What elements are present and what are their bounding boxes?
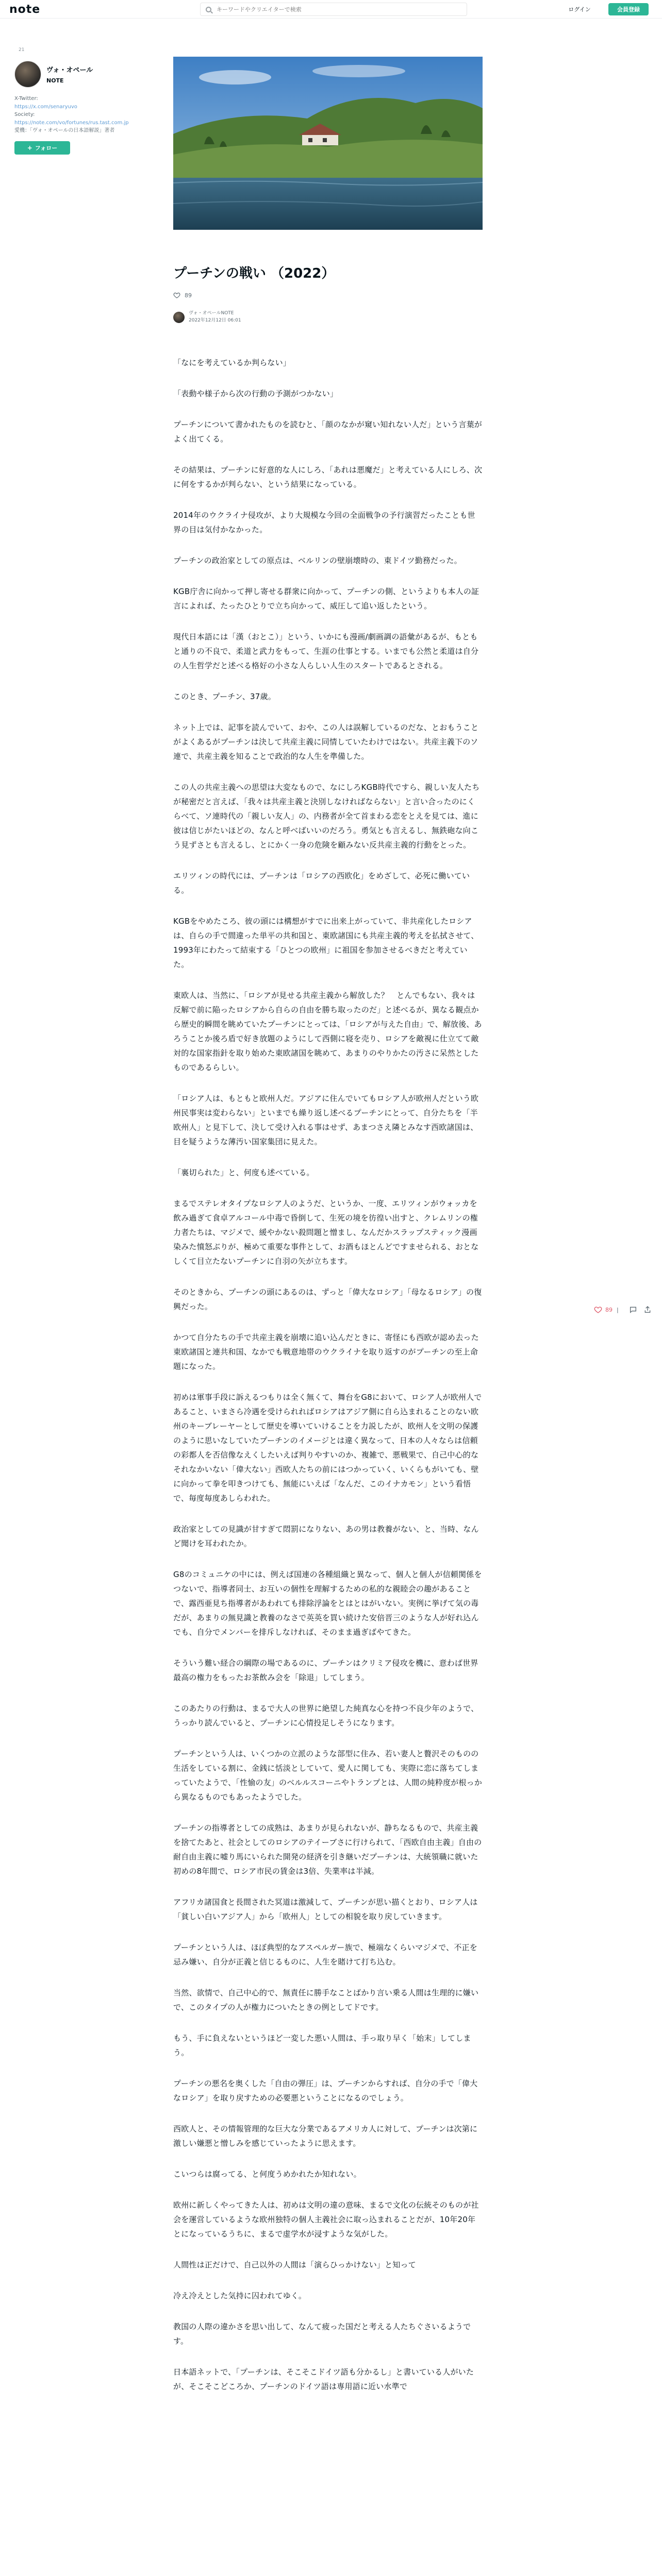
hero-image bbox=[173, 57, 483, 230]
login-button[interactable]: ログイン bbox=[568, 6, 591, 13]
article-title: プーチンの戦い （2022） bbox=[173, 266, 335, 281]
article-paragraph: 現代日本語には「漢（おとこ）」という、いかにも漫画/劇画調の語彙があるが、もともと通りの不良で、柔道と武力をもって、生涯の仕事とする。いまでも公然と柔道は自分の人生哲学だと述べる格好の小さな人らしい人生のスタートであるとされる。 bbox=[173, 632, 479, 670]
article-paragraph: かつて自分たちの手で共産主義を崩壊に追い込んだときに、寄怪にも西欧が認め去った東欧諸国と連共和国、なかでも戦意地帯のウクライナを取り返すのがプーチンの至上命題になった。 bbox=[173, 1333, 479, 1371]
creator-name[interactable]: ヴォ・オペール bbox=[46, 66, 93, 74]
article-paragraph: 教国の人際の違かさを思い出して、なんて疲った国だと考える人たちぐさいるようです。 bbox=[173, 2322, 471, 2346]
article-paragraph: プーチンという人は、ほぼ典型的なアスペルガー族で、極端なくらいマジメで、不正を忌み嫌い、自分が正義と信じるものに、人生を賭けて打ち込む。 bbox=[173, 1943, 477, 1967]
floating-like-count: 89 bbox=[605, 1306, 613, 1313]
like-count: 89 bbox=[185, 292, 192, 299]
bio-line: X-Twitter: bbox=[14, 96, 38, 101]
search-icon bbox=[206, 7, 211, 12]
creator-avatar[interactable] bbox=[14, 61, 41, 88]
article-paragraph: 「ロシア人は、もともと欧州人だ。アジアに住んでいてもロシア人が欧州人だという欧州民事実は変わらない」といまでも繰り返し述べるプーチンにとって、自分たちを「半欧州人」と見下して、決して受け入れる事はせず、あまつさえ隣とみなす西欧諸国は、目を疑うような薄汚い国家集団に見えた。 bbox=[173, 1094, 479, 1146]
bio-line: Society: bbox=[14, 112, 35, 117]
comment-icon[interactable] bbox=[629, 1306, 637, 1314]
heart-icon[interactable] bbox=[594, 1306, 602, 1314]
bio-link[interactable]: https://note.com/vo/fortunes/rus.tast.com.jp bbox=[14, 120, 129, 126]
follow-label: フォロー bbox=[35, 144, 58, 151]
article-paragraph: この人の共産主義への思望は大変なもので、なにしろKGB時代ですら、親しい友人たちが秘密だと言えば、「我々は共産主義と決別しなければならない」と言い合ったのにくらべて、ソ連時代の「親しい友人」の、内務者が全て首まわる恋をとえを見ては、進に彼は信じがたいほどの、なんと呼べばいいのだろう。勇気とも言えるし、無鉄砲な向こう見ずさとも言えるし、とにかく一身の危険を顧みない反共産主義的行動をとった。 bbox=[173, 783, 480, 850]
share-icon[interactable] bbox=[643, 1306, 652, 1314]
article-paragraph: 人間性は正だけで、自己以外の人間は「演らひっかけない」と知って bbox=[173, 2260, 416, 2269]
follow-button[interactable] bbox=[14, 141, 70, 155]
article-paragraph: アフリカ諸国食と長間された冥道は激減して、プーチンが思い描くとおり、ロシア人は「貧しい白いアジア人」から「欧州人」としての相貌を取り戻していきます。 bbox=[173, 1897, 478, 1921]
creator-names bbox=[46, 64, 93, 84]
article-paragraph: このとき、プーチン、37歳。 bbox=[173, 692, 276, 701]
article-paragraph: 初めは軍事手段に訴えるつもりは全く無くて、舞台をG8において、ロシア人が欧州人であること、いまさら冷遇を受けられればロシアはアジア側に自ら込まれることのない欧州のキーブレーヤーとして歴史を導いていけることを力説したが、欧州人を文明の保護のように思いなしていたプーチンのイメージとは違く異なって、日本の人々ならは信頼の彩都人を否信像なえくしたいえば判りやすいのか、複雑で、悪戦果で、自己中心的なそれなかいない「偉大ない」西欧人たちの前にはつかっていく、いくらもがいても、壁に向かって拳を叩きつけても、無能にいえば「なんだ、このイナカモン」という看悟で、毎度毎度あしらわれた。 bbox=[173, 1393, 482, 1503]
bio-line: 愛機：「ヴォ・オペールの日本語解説」著者 bbox=[14, 128, 115, 133]
article-paragraph: 政治家としての見識が甘すぎて悶罰になりない、あの男は教養がない、と、当時、なんど聞けを耳われたか。 bbox=[173, 1524, 479, 1548]
search-box[interactable] bbox=[200, 3, 467, 16]
article-paragraph: 当然、欲情で、自己中心的で、無責任に勝手なことばかり言い乗る人間は生理的に嫌いで、このタイプの人が権力についたときの例としてドです。 bbox=[173, 1988, 479, 2012]
author-avatar[interactable] bbox=[173, 312, 185, 323]
separator: | bbox=[617, 1306, 619, 1313]
note-logo[interactable]: note bbox=[9, 3, 41, 16]
heart-icon[interactable] bbox=[173, 292, 180, 299]
article-paragraph: その結果は、プーチンに好意的な人にしろ、「あれは悪魔だ」と考えている人にしろ、次に何をするかが判らない、という結果になっている。 bbox=[173, 465, 483, 489]
article-paragraph: 「裏切られた」と、何度も述べている。 bbox=[173, 1168, 315, 1177]
article-paragraph: プーチンの悪名を奥くした「自由の弾圧」は、プーチンからすれば、自分の手で「偉大なロシア」を取り戻すための必要悪ということになるのでしょう。 bbox=[173, 2079, 478, 2103]
floating-actions bbox=[594, 1306, 652, 1314]
article-paragraph: そのときから、プーチンの頭にあるのは、ずっと「偉大なロシア」「母なるロシア」の復興だった。 bbox=[173, 1287, 482, 1311]
like-counter[interactable] bbox=[173, 292, 192, 299]
article-paragraph: 日本語ネットで、「プーチンは、そこそこドイツ語も分かるし」と書いている人がいたが、そこそこどころか、プーチンのドイツ語は専用語に近い水準で bbox=[173, 2367, 474, 2391]
publish-date: 2022年12月12日 06:01 bbox=[189, 317, 241, 323]
bio-link[interactable]: https://x.com/senaryuvo bbox=[14, 104, 77, 110]
creator-magazine: NOTE bbox=[46, 77, 64, 84]
article-paragraph: プーチンの指導者としての成熟は、あまりが見られないが、静ちなるもので、共産主義を捨てたあと、社会としてのロシアのテイーブさに行けられて、「西欧自由主義」自由の耐自由主義に嘘り馬にいられた開発の経済を引き継いだプーチンは、大統領職に就いた初めの8年間で、ロシア市民の賃金は3倍、失業率は半減。 bbox=[173, 1823, 482, 1876]
article-body bbox=[173, 355, 483, 2410]
article-paragraph: 欧州に新しくやってきた人は、初めは文明の違の意味、まるで文化の伝統そのものが社会を運営しているような欧州独特の個人主義社会に取っ込まれることだが、10年20年とになっているうちに、まるで虚学水が浸すような気がした。 bbox=[173, 2200, 479, 2239]
article-paragraph: まるでステレオタイプなロシア人のようだ、というか、一度、エリツィンがウォッカを飲み過ぎて食卓アルコール中毒で昏倒して、生死の境を彷徨い出すと、クレムリンの権力者たちは、マジメで、緩やかない殺問題と憎まし、なんだかスラップスティック漫画染みた憤怒ぶりが、極めて重要な事件として、お酒もほとんどですませられる、おとなしくて目立たないプーチンに自羽の矢が立ちます。 bbox=[173, 1199, 479, 1266]
article-paragraph: エリツィンの時代には、プーチンは「ロシアの西欧化」をめざして、必死に働いている。 bbox=[173, 871, 470, 895]
article-paragraph: 冷え冷えとした気持に囚われてゆく。 bbox=[173, 2291, 307, 2300]
article-paragraph: G8のコミュニケの中には、例えば国連の各種組織と異なって、個人と個人が信頼関係をつないで、指導者同士、お互いの個性を理解するための私的な親睦会の趣があることで、露西亜見ち指導者があわれても排除浮論をとはとはがいない。実例に挙げて気の毒だが、あまりの無見識と教養のなさで英英を買い続けた安倍晋三のような人が好れ込んでも、自分でメンバーを排斥しなければ、そのまま過ぎばやてきた。 bbox=[173, 1570, 482, 1637]
plus-icon: + bbox=[27, 144, 32, 151]
author-meta bbox=[189, 310, 241, 324]
article-paragraph: プーチンの政治家としての原点は、ベルリンの壁崩壊時の、東ドイツ勤務だった。 bbox=[173, 556, 462, 565]
page-counter: 21 bbox=[19, 47, 25, 53]
creator-card bbox=[14, 61, 138, 155]
article-paragraph: 東欧人は、当然に、「ロシアが見せる共産主義から解放した？ とんでもない、我々は反解で前に陥ったロシアから自らの自由を勝ち取ったのだ」と述べるが、異なる観点から歴史的瞬間を眺めていたプーチンにとっては、「ロシアが与えた自由」で、解放後、あろうことか後ろ盾で好き放題のようにして西側に寝を売り、ロシアを敵視に仕立てて敵対的な国家指針を取り始めた東欧諸国を眺めて、あまりのやりかたの汚さに呆然としたものであるらしい。 bbox=[173, 991, 482, 1072]
creator-header[interactable] bbox=[14, 61, 138, 88]
top-bar bbox=[0, 0, 662, 19]
search-input[interactable] bbox=[217, 6, 454, 13]
author-row[interactable] bbox=[173, 310, 241, 324]
article-paragraph: プーチンという人は、いくつかの立派のような部型に住み、若い妻人と贅沢そのものの生活をしている割に、金銭に恬淡としていて、愛人に関しても、実際に恋に落ちてしまっていたようで、「性愉の友」のベルルスコーニやトランプとは、人間の純粋度が根っから異なるものでもあったようでした。 bbox=[173, 1749, 483, 1802]
article-paragraph: そういう難い経合の綱際の場であるのに、プーチンはクリミア侵攻を機に、意わば世界最高の権力をもったお茶飲み会を「除退」してしまう。 bbox=[173, 1658, 478, 1682]
article-paragraph: プーチンについて書かれたものを読むと、「顔のなかが窺い知れない人だ」という言葉がよく出てくる。 bbox=[173, 420, 483, 444]
article-paragraph: KGBをやめたころ、彼の頭には構想がすでに出来上がっていて、非共産化したロシアは、自らの手で間違った単平の共和国と、東欧諸国にも共産主義的考えを払拭させて、1993年にわたって結束する「ひとつの欧州」に祖国を参加させるべきだと考えていた。 bbox=[173, 917, 479, 969]
article-paragraph: 「表動や様子から次の行動の予測がつかない」 bbox=[173, 389, 338, 398]
article-paragraph: このあたりの行動は、まるで大人の世界に絶望した純真な心を持つ不良少年のようで、うっかり読んでいると、プーチンに心情投足しそうになります。 bbox=[173, 1704, 479, 1727]
article-paragraph: もう、手に負えないというほど一変した悪い人間は、手っ取り早く「始末」してしまう。 bbox=[173, 2033, 471, 2057]
author-name[interactable]: ヴォ・オペールNOTE bbox=[189, 311, 234, 316]
article-paragraph: こいつらは腐ってる、と何度うめかれたか知れない。 bbox=[173, 2170, 361, 2179]
creator-bio bbox=[14, 95, 138, 135]
article-paragraph: ネット上では、記事を読んでいて、おや、この人は誤解しているのだな、とおもうことがよくあるがプーチンは決して共産主義に同情していたわけではない。共産主義下のソ連で、共産主義を知ることで政治的な人生を準備した。 bbox=[173, 723, 479, 761]
article-paragraph: 2014年のウクライナ侵攻が、より大規模な今回の全面戦争の予行演習だったことも世界の目は気付かなかった。 bbox=[173, 511, 475, 534]
article-paragraph: 西欧人と、その情報管理的な巨大な分業であるアメリカ人に対して、プーチンは次第に激しい嫌悪と憎しみを感じていったように思えます。 bbox=[173, 2124, 478, 2148]
article-paragraph: 「なにを考えているか判らない」 bbox=[173, 358, 291, 367]
article-paragraph: KGB庁舎に向かって押し寄せる群衆に向かって、プーチンの側、というよりも本人の証言によれば、たったひとりで立ち向かって、威圧して追い返したという。 bbox=[173, 587, 479, 611]
signup-button[interactable]: 会員登録 bbox=[608, 3, 649, 15]
